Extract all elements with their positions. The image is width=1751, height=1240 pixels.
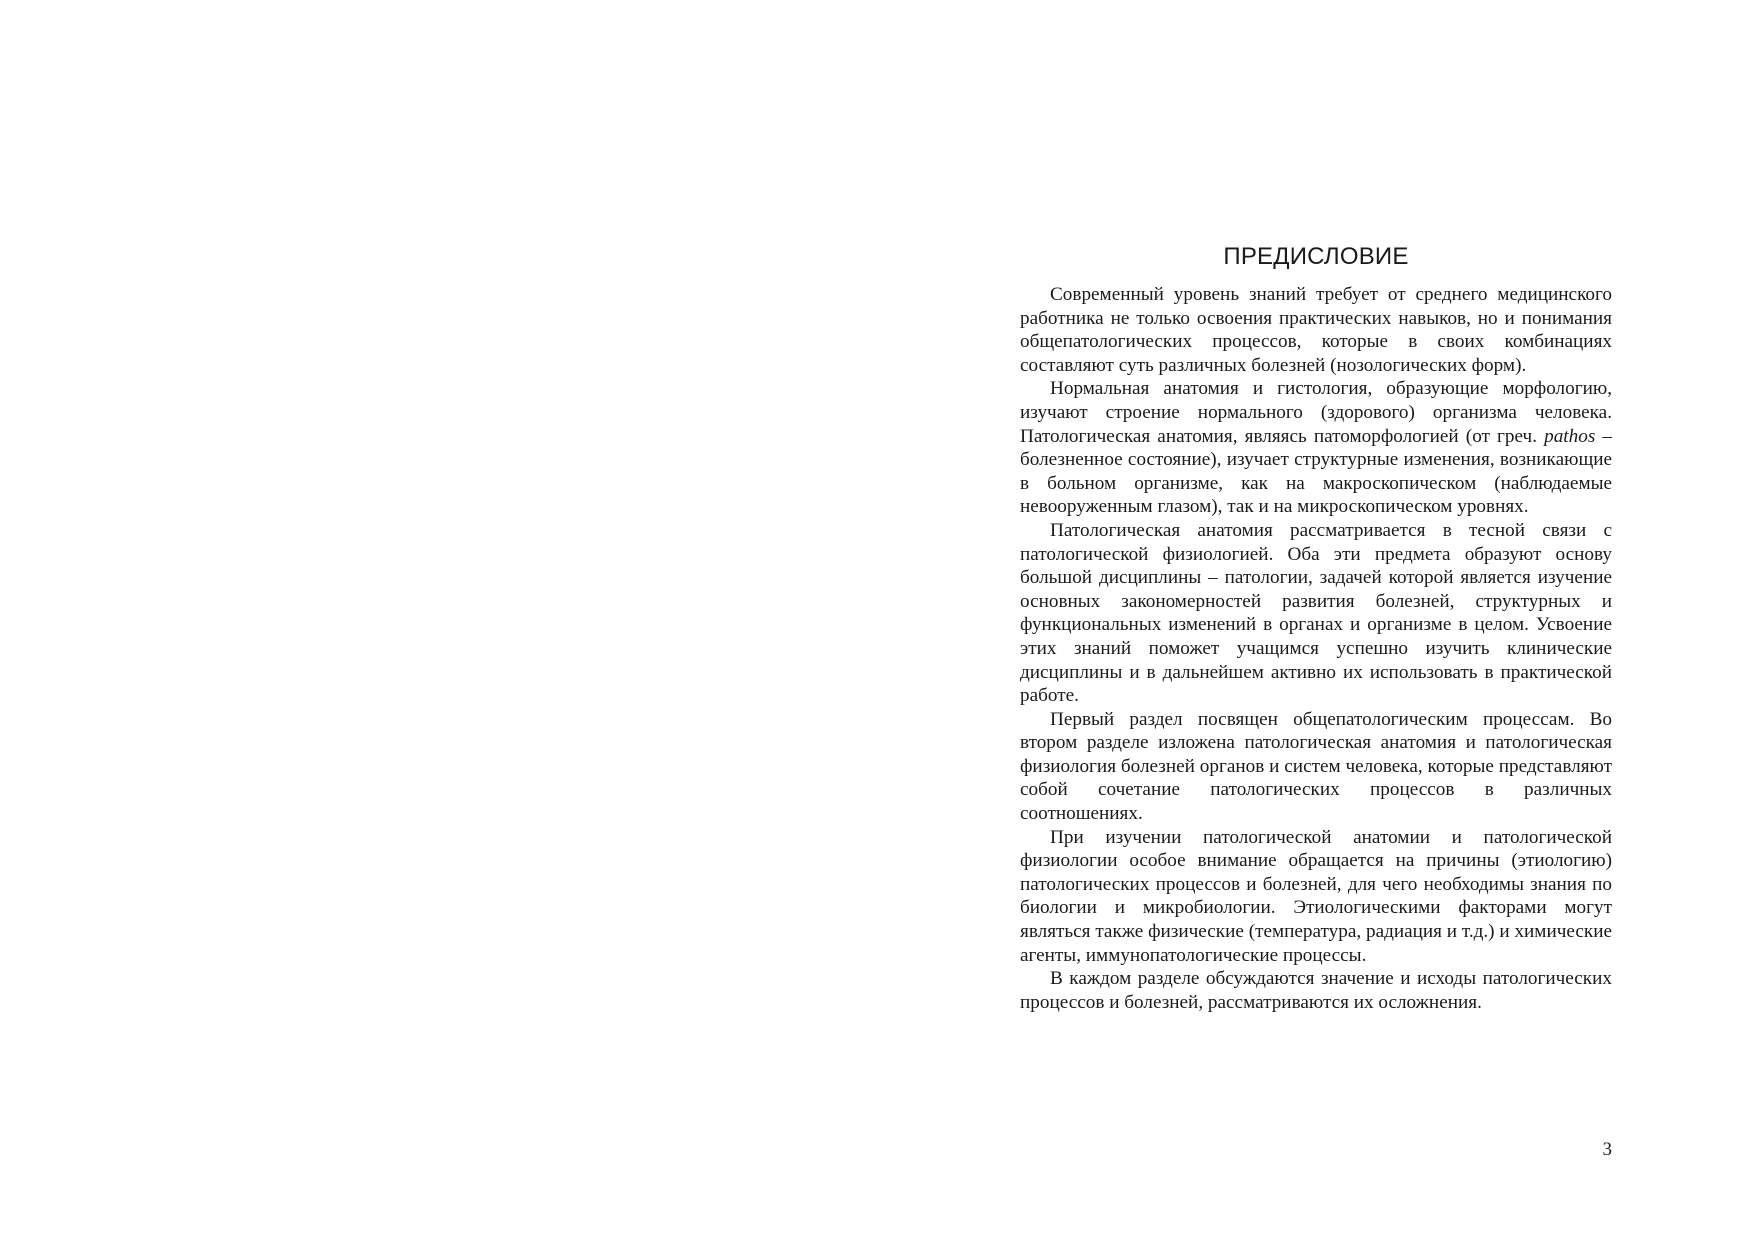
preface-text [1020, 283, 1612, 1014]
paragraph-2 [1020, 377, 1612, 519]
paragraph-6: В каждом разделе обсуждаются значение и исходы патологических процессов и болезней, рассматриваются их осложнения. [1020, 968, 1612, 1013]
paragraph-5: При изучении патологической анатомии и патологической физиологии особое внимание обращается на причины (этиологию) патологических процессов и болезней, для чего необходимы знания по биологии и микробиологии. Этиологическими факторами могут являться также физические (температура, радиация и т.д.) и химические агенты, иммунопатологические процессы. [1020, 826, 1612, 966]
paragraph-1: Современный уровень знаний требует от среднего медицинского работника не только освоения практических навыков, но и понимания общепатологических процессов, которые в своих комбинациях составляют суть различных болезней (нозологических форм). [1020, 284, 1612, 376]
page-title: ПРЕДИСЛОВИЕ [1223, 243, 1409, 270]
paragraph-2-italic-term: pathos [1544, 425, 1596, 447]
paragraph-3: Патологическая анатомия рассматривается в тесной связи с патологической физиологией. Оба эти предмета образуют основу большой дисциплины – патологии, задачей которой является изучение основных закономерностей развития болезней, структурных и функциональных изменений в органах и организме в целом. Усвоение этих знаний поможет учащимся успешно изучить клинические дисциплины и в дальнейшем активно их использовать в практической работе. [1020, 519, 1612, 707]
left-page-blank [0, 0, 875, 1240]
paragraph-2-text-before: Нормальная анатомия и гистология, образующие морфологию, изучают строение нормального (здорового) организма человека. Патологическая анатомия, являясь патоморфологией (от греч. [1020, 378, 1612, 447]
paragraph-2-text-after: – болезненное состояние), изучает структурные изменения, возникающие в больном организме, как на макроскопическом (наблюдаемые невооруженным глазом), так и на микроскопическом уровнях. [1020, 425, 1613, 518]
paragraph-4: Первый раздел посвящен общепатологическим процессам. Во втором разделе изложена патологическая анатомия и патологическая физиология болезней органов и систем человека, которые представляют собой сочетание патологических процессов в различных соотношениях. [1020, 708, 1612, 825]
page-number: 3 [1602, 1139, 1612, 1160]
